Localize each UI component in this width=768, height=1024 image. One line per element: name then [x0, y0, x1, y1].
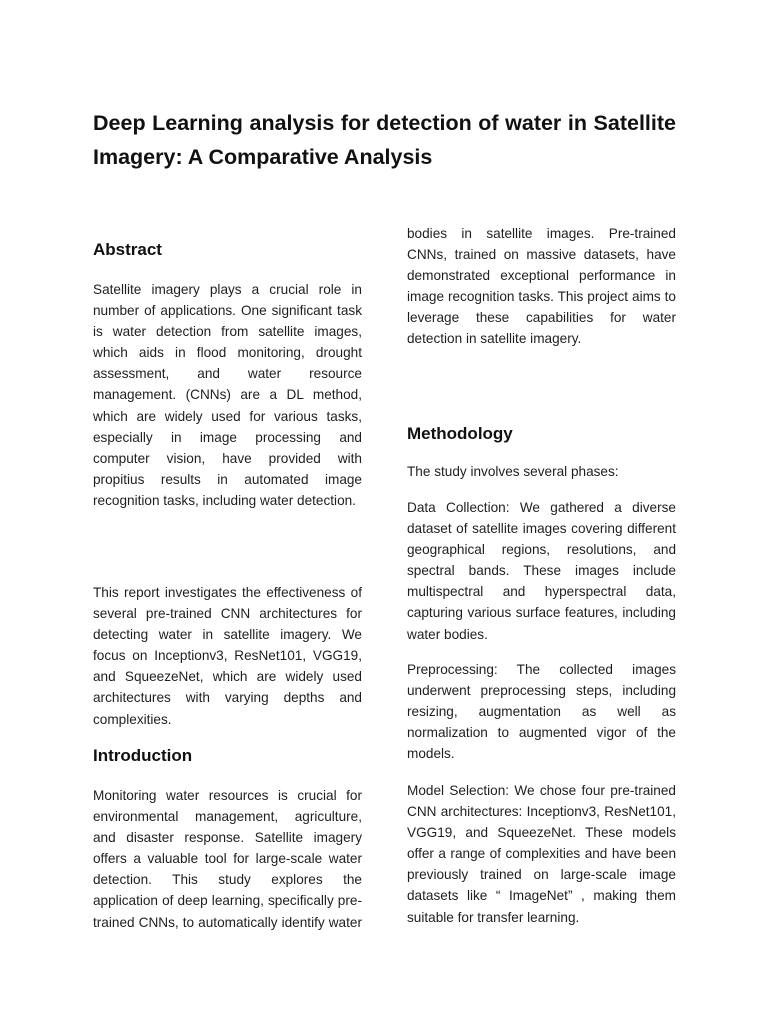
- introduction-paragraph: Monitoring water resources is crucial for environmental management, agriculture, and disaster response. Satellite imagery offers a valuable tool for large-scale water detection. This study explores the application of deep learning, specifically pre-trained CNNs, to automatically identify water: [93, 788, 362, 930]
- methodology-intro: The study involves several phases:: [407, 464, 619, 479]
- introduction-column-2: [407, 223, 676, 371]
- paper-title: Deep Learning analysis for detection of water in Satellite Imagery: A Comparative Analysis: [93, 111, 676, 169]
- introduction-paragraph-continued: bodies in satellite images. Pre-trained CNNs, trained on massive datasets, have demonstrated exceptional performance in image recognition tasks. This project aims to leverage these capabilities for water detection in satellite imagery.: [407, 225, 676, 347]
- methodology-preprocessing: Preprocessing: The collected images underwent preprocessing steps, including resizing, augmentation as well as normalization to augmented vigor of the models.: [407, 662, 676, 762]
- methodology-data-collection: Data Collection: We gathered a diverse dataset of satellite images covering different geographical regions, resolutions, and spectral bands. These images include multispectral and hyperspectral data, capturing various surface features, including water bodies.: [407, 500, 676, 642]
- methodology-model-selection: Model Selection: We chose four pre-trained CNN architectures: Inceptionv3, ResNet101, VGG19, and SqueezeNet. These models offer a range of complexities and have been previously trained on large-scale image datasets like “ ImageNet” , making them suitable for transfer learning.: [407, 783, 676, 925]
- introduction-heading: Introduction: [93, 746, 193, 765]
- introduction-column-1: [93, 785, 362, 933]
- abstract-heading: Abstract: [93, 240, 162, 259]
- abstract-paragraph-1: Satellite imagery plays a crucial role in number of applications. One significant task is water detection from satellite images, which aids in flood monitoring, drought assessment, and water resource management. (CNNs) are a DL method, which are widely used for various tasks, especially in image processing and computer vision, have provided with propitius results in automated image recognition tasks, including water detection.: [93, 282, 362, 508]
- abstract-paragraph-2: This report investigates the effectiveness of several pre-trained CNN architectures for detecting water in satellite imagery. We focus on Inceptionv3, ResNet101, VGG19, and SqueezeNet, which are widely used architectures with varying depths and complexities.: [93, 585, 362, 727]
- methodology-heading: Methodology: [407, 424, 513, 443]
